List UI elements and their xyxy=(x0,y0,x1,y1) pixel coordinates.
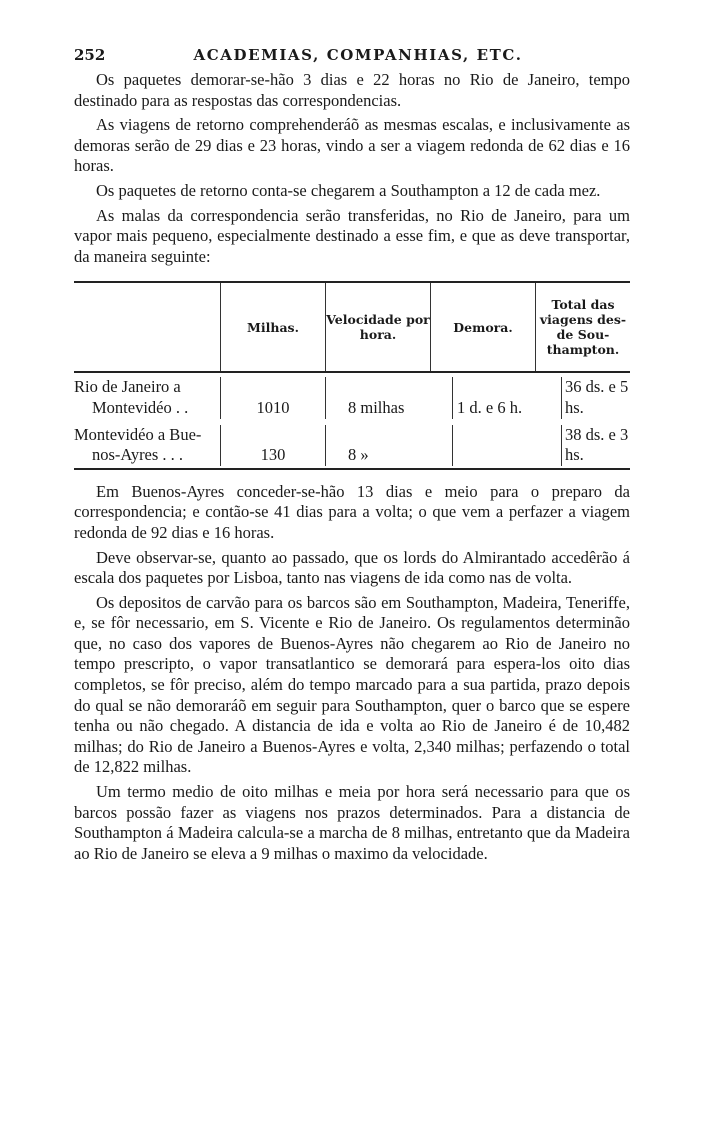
table-row xyxy=(74,373,630,420)
col-header-milhas: Milhas. xyxy=(220,283,325,371)
route-line: Montevidéo a Bue- xyxy=(74,424,202,444)
schedule-table xyxy=(74,281,630,469)
col-header-demora: Demora. xyxy=(430,283,535,371)
table-row xyxy=(74,421,630,468)
paragraph: Um termo medio de oito milhas e meia por hora será necessario para que os barcos possão fazer as viagens nos prazos determinados. Para a distancia de Southampton á Madeira calcula-se a marcha de 8 milhas, entretanto que da Madeira ao Rio de Janeiro se eleva a 9 milhas o maximo da velocidade. xyxy=(74,782,630,863)
table-header-row xyxy=(74,283,630,373)
running-title: ACADEMIAS, COMPANHIAS, ETC. xyxy=(193,46,523,64)
route-cell xyxy=(74,425,220,466)
paragraph: Os paquetes de retorno conta-se chegarem a Southampton a 12 de cada mez. xyxy=(96,180,601,200)
paragraph: As malas da correspondencia serão transferidas, no Rio de Janeiro, para um vapor mais pequeno, especialmente destinado a esse fim, e que as deve transportar, da maneira seguinte: xyxy=(74,205,630,266)
total-cell: 38 ds. e 3 hs. xyxy=(561,425,630,466)
demora-cell xyxy=(452,425,561,466)
milhas-cell: 130 xyxy=(220,425,325,466)
page-number: 252 xyxy=(74,46,106,64)
route-cell xyxy=(74,377,220,418)
velocidade-cell: 8 milhas xyxy=(325,377,452,418)
route-line: nos-Ayres . . . xyxy=(92,445,184,465)
route-line: Montevidéo . . xyxy=(92,397,189,417)
route-line: Rio de Janeiro a xyxy=(74,377,181,397)
milhas-cell: 1010 xyxy=(220,377,325,418)
col-header-total: Total das viagens des-de Sou-thampton. xyxy=(535,283,630,371)
velocidade-cell: 8 » xyxy=(325,425,452,466)
paragraph: Os paquetes demorar-se-hão 3 dias e 22 horas no Rio de Janeiro, tempo destinado para as respostas das correspondencias. xyxy=(74,70,630,110)
paragraph: As viagens de retorno comprehenderáõ as mesmas escalas, e inclusivamente as demoras serão de 29 dias e 23 horas, vindo a ser a viagem redonda de 62 dias e 16 horas. xyxy=(74,115,630,176)
paragraph: Os depositos de carvão para os barcos são em Southampton, Madeira, Teneriffe, e, se fôr necessario, em S. Vicente e Rio de Janeiro. Os regulamentos determinão que, no caso dos vapores de Buenos-Ayres não chegarem ao Rio de Janeiro no tempo prescripto, o vapor transatlantico se demorará para espera-los oito dias completos, se fôr preciso, além do tempo marcado para a sua partida, prazo depois do qual se não demoraráõ em seguir para Southampton, quer o barco que se espere tenha ou não chegado. A distancia de ida e volta ao Rio de Janeiro é de 10,482 milhas; do Rio de Janeiro a Buenos-Ayres e volta, 2,340 milhas; perfazendo o total de 12,822 milhas. xyxy=(74,592,630,777)
paragraph: Deve observar-se, quanto ao passado, que os lords do Almirantado accedêrão á escala dos paquetes por Lisboa, tanto nas viagens de ida como nas de volta. xyxy=(74,547,630,588)
total-cell: 36 ds. e 5 hs. xyxy=(561,377,630,418)
table-header-blank xyxy=(74,283,220,371)
page xyxy=(74,46,630,864)
col-header-velocidade: Velocidade por hora. xyxy=(325,283,430,371)
page-header xyxy=(74,46,630,70)
demora-cell: 1 d. e 6 h. xyxy=(452,377,561,418)
paragraph: Em Buenos-Ayres conceder-se-hão 13 dias e meio para o preparo da correspondencia; e contão-se 41 dias para a volta; o que vem a perfazer a viagem redonda de 92 dias e 16 horas. xyxy=(74,481,630,542)
